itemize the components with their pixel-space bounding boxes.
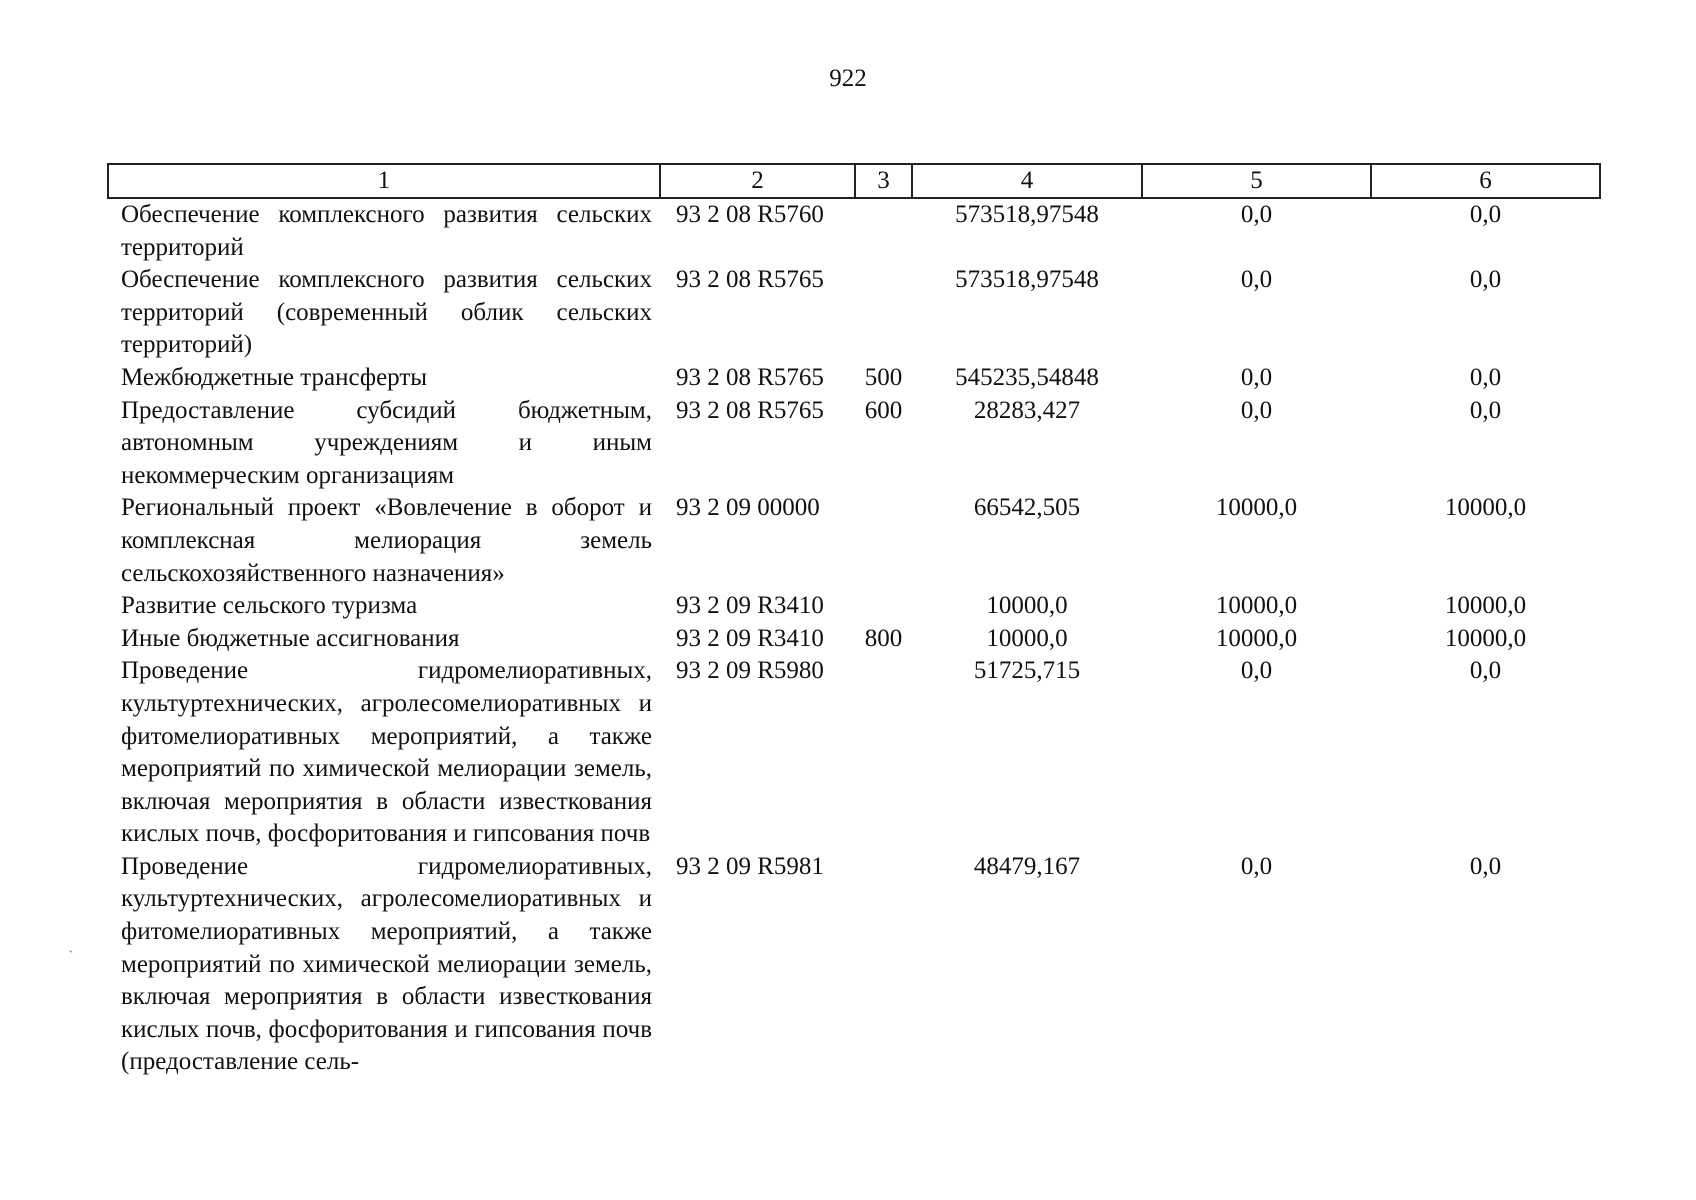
row-value-5: 0,0 [1240, 657, 1273, 685]
row-value-4: 573518,97548 [955, 201, 1099, 228]
table-row [108, 851, 1600, 1079]
row-expense-type: 600 [864, 396, 903, 424]
row-value-6: 0,0 [1469, 396, 1502, 424]
row-code: 93 2 09 R5981 [676, 852, 824, 880]
row-value-4: 28283,427 [973, 396, 1081, 424]
table-header [108, 164, 1600, 198]
row-value-4: 573518,97548 [955, 266, 1099, 294]
row-value-6: 10000,0 [1444, 494, 1527, 522]
row-expense-type [855, 264, 912, 362]
table-body [108, 198, 1600, 1079]
row-value-5: 10000,0 [1215, 494, 1298, 522]
row-code: 93 2 09 R3410 [676, 624, 824, 652]
row-value-6: 0,0 [1469, 852, 1502, 880]
row-expense-type [855, 590, 912, 623]
column-header-4: 4 [912, 164, 1142, 198]
column-header-6: 6 [1371, 164, 1600, 198]
table-row [108, 198, 1600, 264]
column-header-3: 3 [855, 164, 912, 198]
row-expense-type [855, 492, 912, 590]
row-name: Проведение гидромелиоративных, культуртехнических, агролесомелиоративных и фитомелиоративных мероприятий, а также мероприятий по химической мелиорации земель, включая мероприятия в области известкования кислых почв, фосфоритования и гипсования почв (предоставление сель- [121, 852, 652, 1076]
row-value-4: 545235,54848 [955, 363, 1099, 391]
table-row [108, 395, 1600, 493]
row-value-6: 10000,0 [1444, 592, 1527, 620]
row-name: Развитие сельского туризма [121, 592, 418, 620]
row-code: 93 2 08 R5760 [676, 201, 824, 228]
row-code: 93 2 08 R5765 [676, 396, 824, 424]
column-header-1: 1 [108, 164, 660, 198]
row-value-4: 48479,167 [973, 852, 1081, 880]
row-expense-type: 500 [864, 363, 903, 391]
row-value-6: 0,0 [1469, 266, 1502, 294]
row-name: Межбюджетные трансферты [121, 363, 428, 391]
row-value-4: 66542,505 [973, 494, 1081, 522]
row-name: Обеспечение комплексного развития сельских территорий (современный облик сельских территорий) [121, 266, 652, 359]
table-row [108, 264, 1600, 362]
row-value-6: 0,0 [1469, 201, 1502, 228]
row-name: Обеспечение комплексного развития сельских территорий [121, 201, 652, 261]
row-value-5: 0,0 [1240, 201, 1273, 228]
row-code: 93 2 09 R3410 [676, 592, 824, 620]
row-code: 93 2 08 R5765 [676, 363, 824, 391]
table-row [108, 655, 1600, 851]
row-value-5: 0,0 [1240, 363, 1273, 391]
row-value-5: 10000,0 [1215, 592, 1298, 620]
table-row [108, 492, 1600, 590]
row-name: Предоставление субсидий бюджетным, автономным учреждениям и иным некоммерческим организациям [121, 396, 652, 489]
column-header-5: 5 [1142, 164, 1371, 198]
table-row [108, 362, 1600, 395]
row-value-6: 0,0 [1469, 657, 1502, 685]
row-value-5: 0,0 [1240, 852, 1273, 880]
row-value-5: 10000,0 [1215, 624, 1298, 652]
row-expense-type [855, 198, 912, 264]
row-code: 93 2 08 R5765 [676, 266, 824, 294]
row-value-4: 10000,0 [986, 624, 1068, 652]
row-value-6: 10000,0 [1444, 624, 1527, 652]
row-name: Проведение гидромелиоративных, культуртехнических, агролесомелиоративных и фитомелиоративных мероприятий, а также мероприятий по химической мелиорации земель, включая мероприятия в области известкования кислых почв, фосфоритования и гипсования почв [121, 657, 652, 848]
table-row [108, 590, 1600, 623]
row-expense-type [855, 851, 912, 1079]
budget-table [107, 163, 1601, 1079]
row-code: 93 2 09 R5980 [676, 657, 824, 685]
row-name: Иные бюджетные ассигнования [121, 624, 460, 652]
row-expense-type: 800 [864, 624, 903, 652]
scan-mark: ` [69, 948, 73, 962]
row-value-4: 51725,715 [973, 657, 1081, 685]
row-value-4: 10000,0 [986, 592, 1068, 620]
row-code: 93 2 09 00000 [676, 494, 820, 522]
row-value-5: 0,0 [1240, 396, 1273, 424]
column-header-2: 2 [660, 164, 855, 198]
row-expense-type [855, 655, 912, 851]
header-row [108, 164, 1600, 198]
row-name: Региональный проект «Вовлечение в оборот и комплексная мелиорация земель сельскохозяйственного назначения» [121, 494, 652, 587]
page-number: 922 [829, 65, 867, 92]
row-value-6: 0,0 [1469, 363, 1502, 391]
row-value-5: 0,0 [1240, 266, 1273, 294]
table-row [108, 623, 1600, 656]
